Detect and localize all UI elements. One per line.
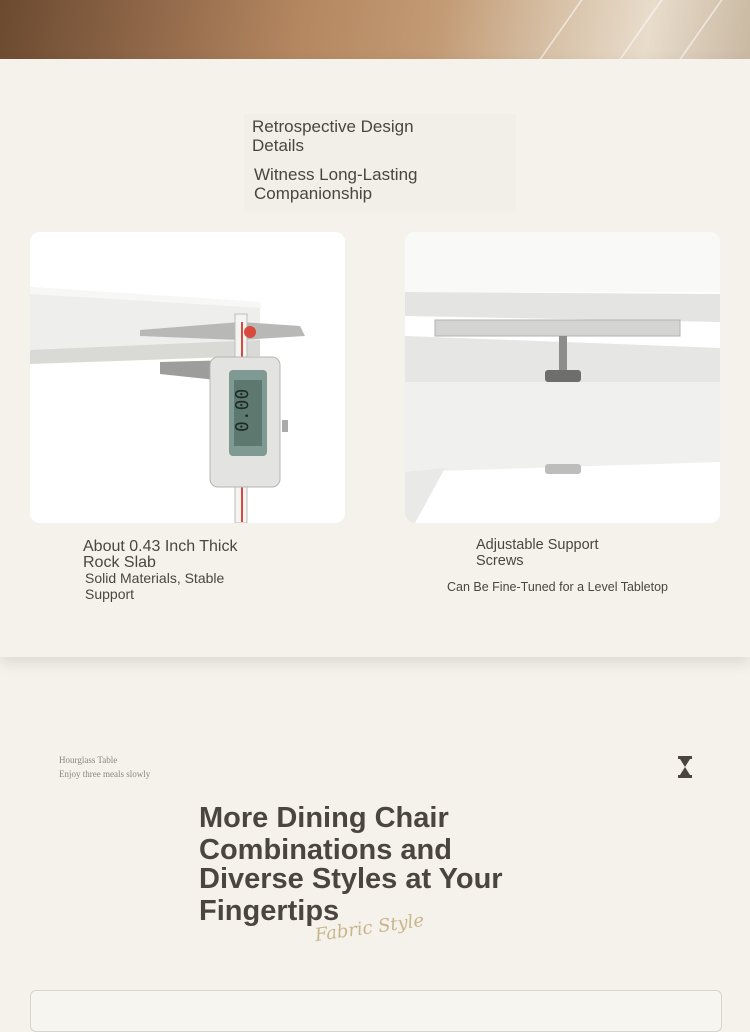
next-section-card [30, 990, 722, 1032]
brand-tagline: Enjoy three meals slowly [59, 769, 151, 779]
feature-caption-slab: About 0.43 Inch Thick Rock Slab [83, 538, 238, 571]
promo-headline-line2: Combinations and [199, 834, 452, 866]
promo-headline-line1: More Dining Chair [199, 802, 449, 834]
feature-image-slab [30, 232, 345, 523]
section-title: Retrospective Design Details [252, 117, 414, 155]
promo-headline-line3: Diverse Styles at Your [199, 863, 503, 895]
script-text: Fabric Style [313, 909, 426, 946]
fabric-style-script [310, 900, 450, 946]
feature-subcaption-slab: Solid Materials, Stable Support [85, 570, 225, 602]
section-subtitle: Witness Long-Lasting Companionship [254, 165, 418, 203]
brand-name: Hourglass Table [59, 755, 118, 765]
feature-caption-screw: Adjustable Support Screws [476, 537, 599, 569]
feature-image-screw [405, 232, 720, 523]
hourglass-icon [676, 756, 694, 778]
promo-headline-line4: Fingertips [199, 895, 340, 927]
svg-text:0.00: 0.00 [232, 388, 253, 432]
hero-floor-image [0, 0, 750, 59]
feature-subcaption-screw: Can Be Fine-Tuned for a Level Tabletop [447, 580, 668, 594]
